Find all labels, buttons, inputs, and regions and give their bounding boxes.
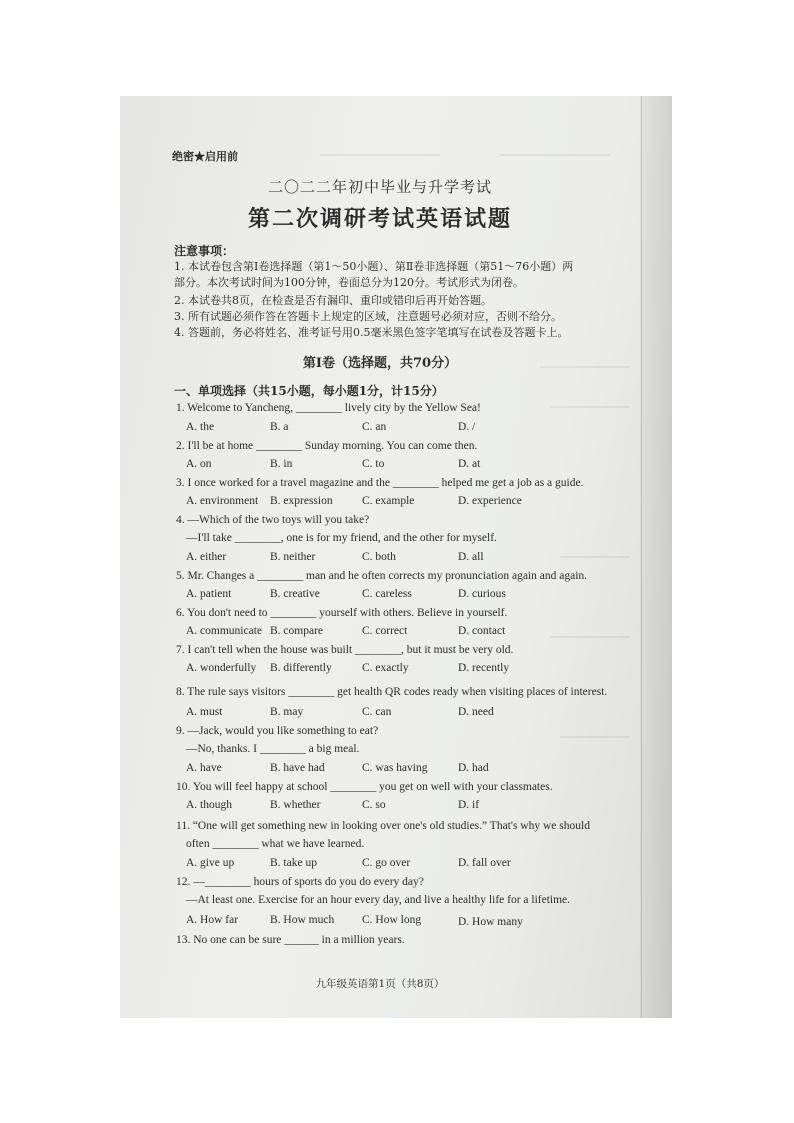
option: C. example [362, 495, 415, 507]
option: B. have had [270, 762, 325, 774]
question-text: 2. I'll be at home ________ Sunday morning. You can come then. [176, 440, 478, 452]
question-text: 3. I once worked for a travel magazine and the ________ helped me get a job as a guide. [176, 477, 584, 489]
option: B. in [270, 458, 293, 470]
note-line: 部分。本次考试时间为100分钟，卷面总分为120分。考试形式为闭卷。 [174, 276, 524, 289]
option: D. How many [458, 916, 523, 928]
question-text: often ________ what we have learned. [186, 838, 365, 850]
option: C. correct [362, 625, 408, 637]
note-line: 2. 本试卷共8页，在检查是否有漏印、重印或错印后再开始答题。 [174, 294, 492, 307]
option: A. though [186, 799, 232, 811]
option: C. How long [362, 914, 422, 926]
option: C. can [362, 706, 392, 718]
option: D. if [458, 799, 480, 811]
option: B. a [270, 421, 289, 433]
part-title: 一、单项选择（共15小题，每小题1分，计15分） [174, 384, 444, 398]
question-text: 5. Mr. Changes a ________ man and he often corrects my pronunciation again and again. [176, 570, 588, 582]
option: D. had [458, 762, 489, 774]
question-text: 13. No one can be sure ______ in a million years. [176, 934, 405, 946]
section-title: 第Ⅰ卷（选择题，共70分） [302, 356, 458, 371]
option: B. creative [270, 588, 320, 600]
option: A. must [186, 706, 223, 718]
question-text: 8. The rule says visitors ________ get health QR codes ready when visiting places of interest. [176, 686, 608, 698]
option: B. may [270, 706, 304, 718]
option: A. give up [186, 857, 235, 869]
option: A. communicate [186, 625, 263, 637]
option: C. an [362, 421, 387, 433]
option: C. careless [362, 588, 412, 600]
option: A. patient [186, 588, 232, 600]
option: A. wonderfully [186, 662, 257, 674]
page-footer: 九年级英语第1页（共8页） [315, 978, 445, 990]
option: C. so [362, 799, 386, 811]
question-text: 1. Welcome to Yancheng, ________ lively city by the Yellow Sea! [176, 402, 481, 414]
option: C. was having [362, 762, 428, 774]
option: A. the [186, 421, 215, 433]
option: B. How much [270, 914, 335, 926]
option: B. expression [270, 495, 333, 507]
page-fold-line [641, 96, 642, 1018]
question-text: 12. —________ hours of sports do you do every day? [176, 876, 424, 888]
question-text: 11. “One will get something new in looking over one's old studies.” That's why we should [176, 820, 590, 832]
note-line: 3. 所有试题必须作答在答题卡上规定的区域，注意题号必须对应，否则不给分。 [174, 310, 562, 323]
question-text: 9. —Jack, would you like something to eat? [176, 725, 379, 737]
question-text: 10. You will feel happy at school ________ you get on well with your classmates. [176, 781, 553, 793]
option: B. differently [270, 662, 332, 674]
option: D. experience [458, 495, 522, 507]
notes-heading: 注意事项： [174, 244, 235, 258]
option: D. fall over [458, 857, 511, 869]
option: D. recently [458, 662, 510, 674]
option: D. curious [458, 588, 506, 600]
question-text: 6. You don't need to ________ yourself with others. Believe in yourself. [176, 607, 508, 619]
option: C. exactly [362, 662, 409, 674]
option: B. neither [270, 551, 316, 563]
exam-title: 二〇二二年初中毕业与升学考试 [267, 178, 492, 196]
option: B. take up [270, 857, 317, 869]
question-text: —I'll take ________, one is for my friend, and the other for myself. [186, 532, 497, 544]
option: D. contact [458, 625, 506, 637]
option: D. need [458, 706, 494, 718]
option: C. go over [362, 857, 411, 869]
option: D. all [458, 551, 484, 563]
main-title: 第二次调研考试英语试题 [247, 206, 512, 232]
option: A. on [186, 458, 212, 470]
question-text: 7. I can't tell when the house was built ________, but it must be very old. [176, 644, 514, 656]
option: A. either [186, 551, 227, 563]
next-page-edge [640, 96, 672, 1018]
option: B. whether [270, 799, 321, 811]
option: A. have [186, 762, 222, 774]
question-text: —At least one. Exercise for an hour every day, and live a healthy life for a lifetime. [186, 894, 571, 906]
exam-paper-photo [120, 96, 672, 1018]
option: C. to [362, 458, 385, 470]
question-text: 4. —Which of the two toys will you take? [176, 514, 370, 526]
question-text: —No, thanks. I ________ a big meal. [186, 743, 360, 755]
option: D. / [458, 421, 476, 433]
note-line: 4. 答题前，务必将姓名、准考证号用0.5毫米黑色签字笔填写在试卷及答题卡上。 [174, 326, 569, 339]
option: D. at [458, 458, 481, 470]
option: B. compare [270, 625, 324, 637]
option: A. environment [186, 495, 259, 507]
confidential-label: 绝密★启用前 [172, 150, 238, 163]
option: A. How far [186, 914, 239, 926]
option: C. both [362, 551, 396, 563]
note-line: 1. 本试卷包含第Ⅰ卷选择题（第1～50小题）、第Ⅱ卷非选择题（第51～76小题）两 [174, 260, 574, 273]
